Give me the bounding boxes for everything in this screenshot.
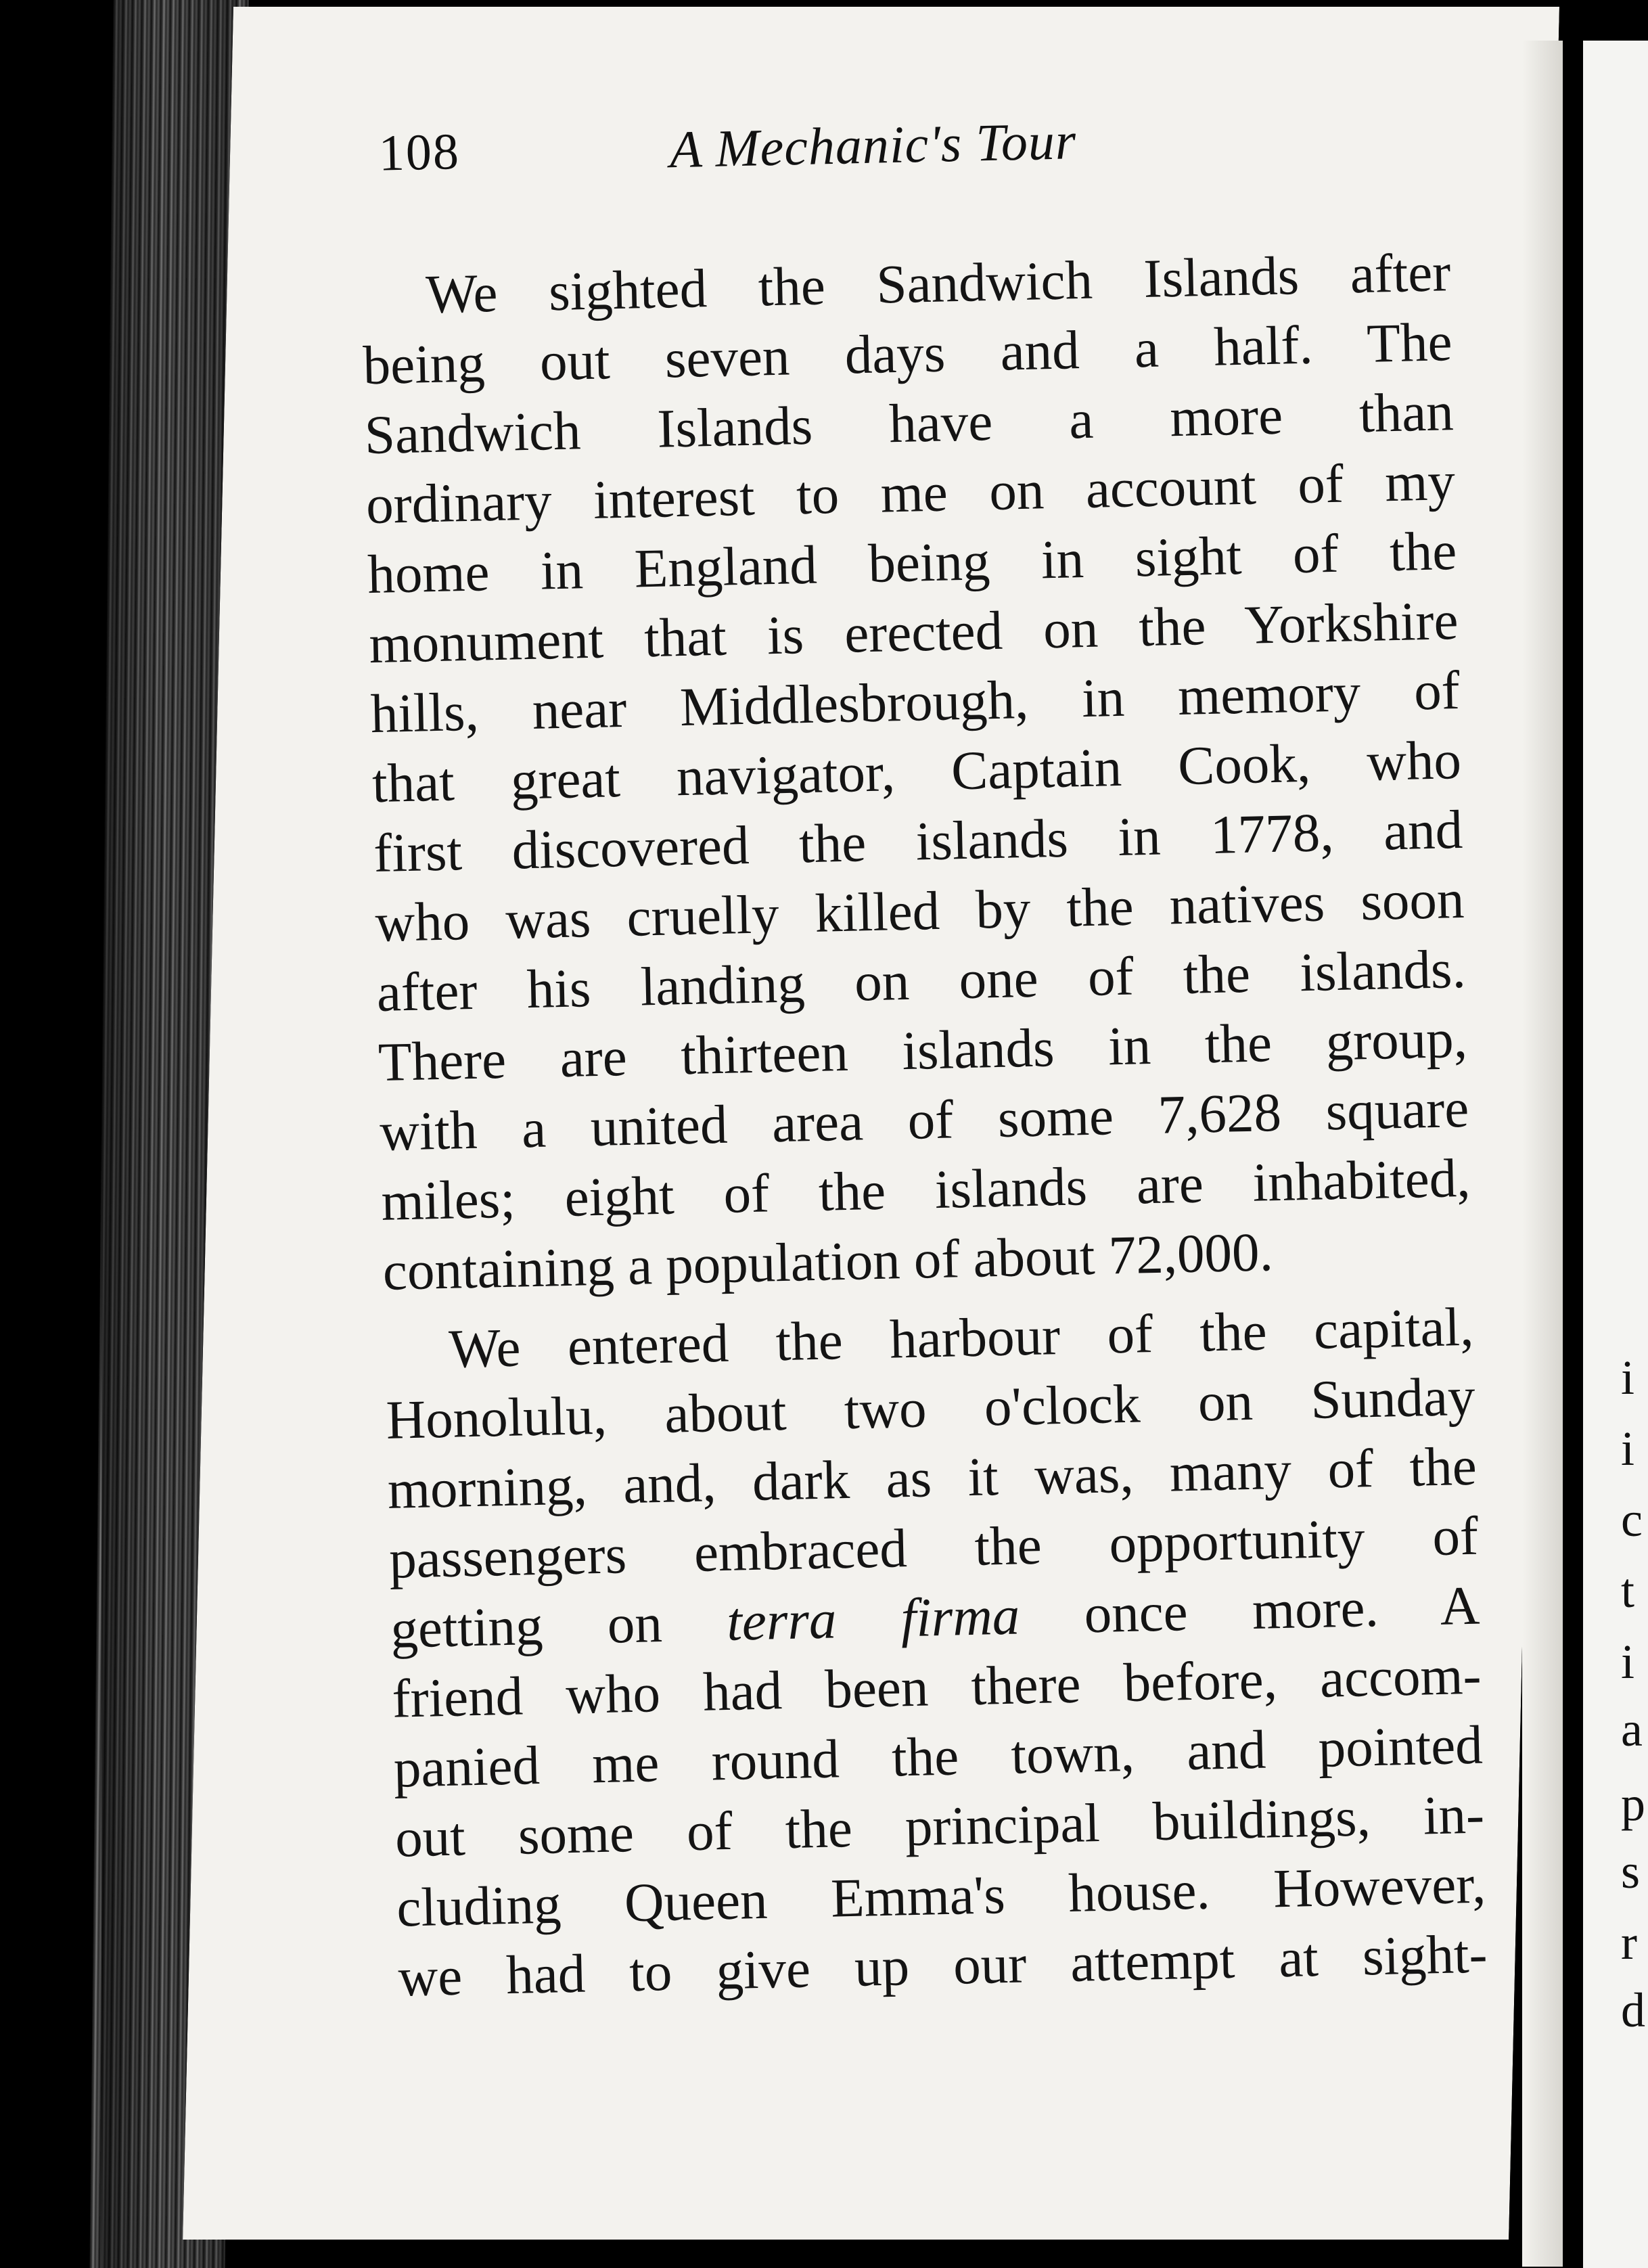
- paragraph-2: [384, 1292, 1488, 2013]
- text-line: with a united area of some 7,628 square: [379, 1077, 1470, 1162]
- text-fragment: getting on: [390, 1593, 663, 1660]
- text-line: cluding Queen Emma's house. However,: [396, 1853, 1487, 1938]
- facing-page-letter: i: [1621, 1635, 1635, 1689]
- text-line: being out seven days and a half. The: [362, 311, 1453, 396]
- text-line: miles; eight of the islands are inhabited,: [380, 1147, 1471, 1232]
- text-line: monument that is erected on the Yorkshire: [368, 590, 1459, 675]
- running-title: A Mechanic's Tour: [668, 111, 1078, 179]
- text-line: passengers embraced the opportunity of: [388, 1505, 1479, 1590]
- text-line: Honolulu, about two o'clock on Sunday: [385, 1365, 1476, 1451]
- text-line: out some of the principal buildings, in-: [394, 1784, 1485, 1869]
- text-fragment: once more. A: [1083, 1574, 1481, 1645]
- text-line: panied me round the town, and pointed: [392, 1714, 1484, 1799]
- text-line: friend who had been there before, accom-: [391, 1644, 1482, 1729]
- text-line: home in England being in sight of the: [367, 520, 1458, 606]
- text-line: There are thirteen islands in the group,: [377, 1007, 1468, 1093]
- body-text: [361, 237, 1488, 2013]
- text-line: we had to give up our attempt at sight-: [397, 1923, 1488, 2008]
- text-line: after his landing on one of the islands.: [375, 938, 1467, 1023]
- page-header: [378, 107, 1164, 198]
- text-line: that great navigator, Captain Cook, who: [371, 729, 1462, 815]
- facing-page-letter: s: [1621, 1844, 1641, 1899]
- text-line: We sighted the Sandwich Islands after: [425, 242, 1452, 325]
- text-line: containing a population of about 72,000.: [382, 1221, 1274, 1302]
- page-number: 108: [377, 123, 461, 182]
- text-line: ordinary interest to me on account of my: [365, 451, 1456, 536]
- text-line: hills, near Middlesbrough, in memory of: [369, 659, 1461, 745]
- italic-phrase: terra firma: [726, 1585, 1021, 1652]
- text-line: We entered the harbour of the capital,: [448, 1296, 1475, 1380]
- facing-page-letter: c: [1621, 1493, 1643, 1547]
- facing-page-letter: i: [1621, 1422, 1635, 1476]
- facing-page-letter: d: [1621, 1983, 1645, 2037]
- facing-page-letter: p: [1621, 1777, 1645, 1831]
- facing-page-letter: t: [1621, 1564, 1635, 1618]
- text-line: first discovered the islands in 1778, and: [373, 798, 1464, 884]
- facing-page-letter: i: [1621, 1351, 1635, 1405]
- text-line: morning, and, dark as it was, many of the: [386, 1435, 1478, 1520]
- paragraph-1: [361, 237, 1472, 1307]
- facing-page-letter: r: [1621, 1915, 1637, 1970]
- text-line: Sandwich Islands have a more than: [363, 381, 1455, 466]
- text-line: who was cruelly killed by the natives soon: [374, 868, 1465, 954]
- facing-page-letter: a: [1621, 1702, 1643, 1756]
